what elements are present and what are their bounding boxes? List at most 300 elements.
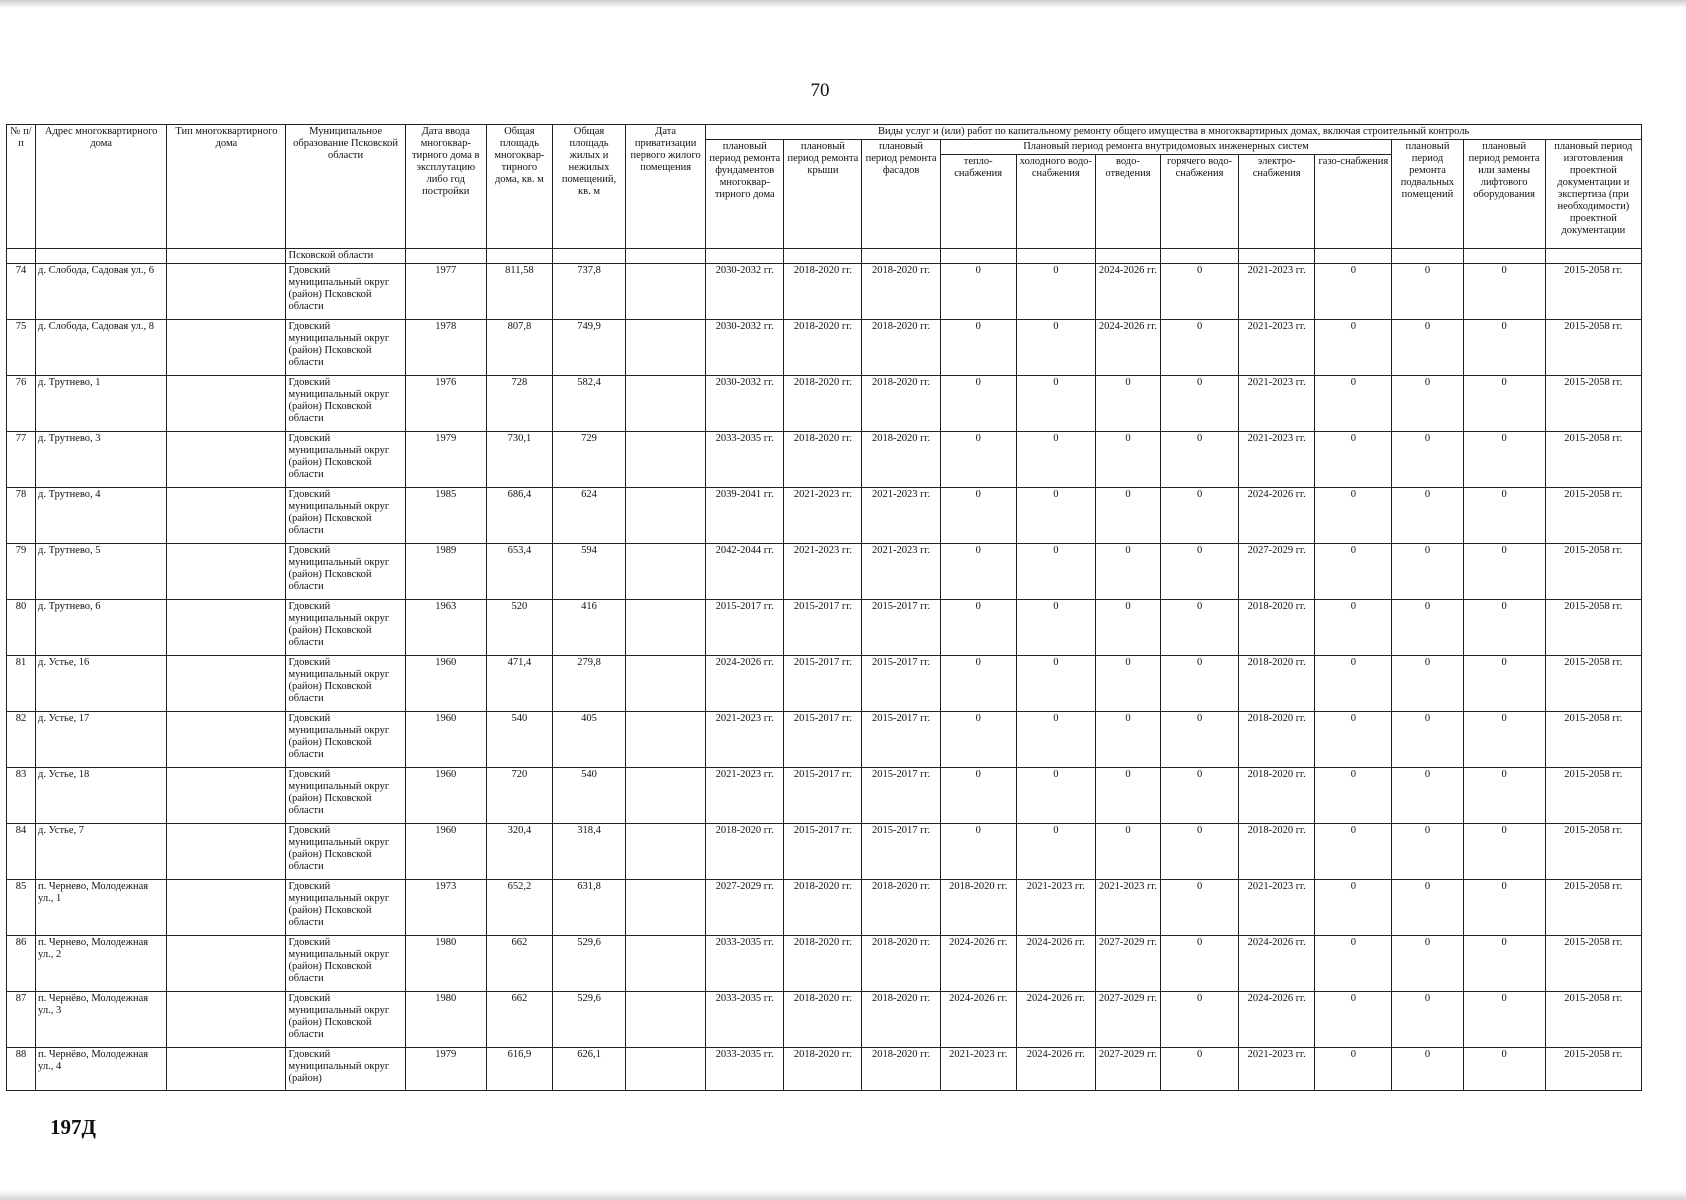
col-basement-header: плановый период ремонта подвальных помещений	[1392, 140, 1463, 249]
living-area-cell: 737,8	[552, 264, 625, 320]
commission-year-cell: 1973	[405, 880, 486, 936]
municipality-cell: Гдовский муниципальный округ (район) Псковской области	[286, 264, 405, 320]
facade-period-cell: 2018-2020 гг.	[862, 320, 940, 376]
roof-period-cell: 2018-2020 гг.	[784, 1048, 862, 1091]
address-cell: д. Устье, 16	[36, 656, 167, 712]
foundation-period-cell: 2027-2029 гг.	[706, 880, 784, 936]
electric-supply-cell: 2021-2023 гг.	[1239, 880, 1315, 936]
row-number: 84	[7, 824, 36, 880]
roof-period-cell: 2018-2020 гг.	[784, 992, 862, 1048]
foundation-period-cell: 2039-2041 гг.	[706, 488, 784, 544]
elevator-period-cell: 0	[1463, 712, 1545, 768]
basement-period-cell: 0	[1392, 320, 1463, 376]
foundation-period-cell: 2021-2023 гг.	[706, 768, 784, 824]
col-cold-water-header: холодного водо-снабжения	[1016, 155, 1095, 249]
sewer-cell: 0	[1095, 656, 1160, 712]
cold-water-cell: 2024-2026 гг.	[1016, 1048, 1095, 1091]
design-docs-period-cell: 2015-2058 гг.	[1545, 320, 1641, 376]
sewer-cell: 2024-2026 гг.	[1095, 320, 1160, 376]
elevator-period-cell: 0	[1463, 768, 1545, 824]
sewer-cell: 2027-2029 гг.	[1095, 1048, 1160, 1091]
hot-water-cell: 0	[1161, 712, 1239, 768]
design-docs-period-cell: 2015-2058 гг.	[1545, 880, 1641, 936]
roof-period-cell: 2015-2017 гг.	[784, 712, 862, 768]
total-area-cell: 720	[486, 768, 552, 824]
table-row	[7, 880, 1642, 936]
sewer-cell: 0	[1095, 432, 1160, 488]
table-row	[7, 936, 1642, 992]
commission-year-cell: 1980	[405, 936, 486, 992]
municipality-cell: Гдовский муниципальный округ (район) Псковской области	[286, 600, 405, 656]
address-cell: п. Чернево, Молодежная ул., 2	[36, 936, 167, 992]
header-row-1	[7, 125, 1642, 140]
foundation-period-cell: 2033-2035 гг.	[706, 432, 784, 488]
elevator-period-cell: 0	[1463, 488, 1545, 544]
commission-year-cell: 1963	[405, 600, 486, 656]
house-type-cell	[167, 880, 286, 936]
facade-period-cell: 2018-2020 гг.	[862, 936, 940, 992]
elevator-period-cell: 0	[1463, 656, 1545, 712]
col-type-header: Тип многоквартирного дома	[167, 125, 286, 249]
table-row	[7, 600, 1642, 656]
table-row	[7, 712, 1642, 768]
hot-water-cell: 0	[1161, 600, 1239, 656]
electric-supply-cell: 2018-2020 гг.	[1239, 768, 1315, 824]
foundation-period-cell: 2024-2026 гг.	[706, 656, 784, 712]
electric-supply-cell: 2021-2023 гг.	[1239, 1048, 1315, 1091]
heat-supply-cell: 2018-2020 гг.	[940, 880, 1016, 936]
privatization-cell	[626, 320, 706, 376]
privatization-cell	[626, 432, 706, 488]
electric-supply-cell: 2021-2023 гг.	[1239, 376, 1315, 432]
house-type-cell	[167, 768, 286, 824]
sewer-cell: 0	[1095, 488, 1160, 544]
house-type-cell	[167, 600, 286, 656]
design-docs-period-cell: 2015-2058 гг.	[1545, 992, 1641, 1048]
gas-supply-cell: 0	[1315, 320, 1392, 376]
col-hot-water-header: горячего водо-снабжения	[1161, 155, 1239, 249]
privatization-cell	[626, 544, 706, 600]
hot-water-cell: 0	[1161, 544, 1239, 600]
row-number: 75	[7, 320, 36, 376]
hot-water-cell: 0	[1161, 488, 1239, 544]
total-area-cell: 728	[486, 376, 552, 432]
privatization-cell	[626, 1048, 706, 1091]
cold-water-cell: 0	[1016, 376, 1095, 432]
commission-year-cell: 1980	[405, 992, 486, 1048]
table-row	[7, 264, 1642, 320]
capital-repair-table	[6, 124, 1642, 1091]
design-docs-period-cell: 2015-2058 гг.	[1545, 544, 1641, 600]
municipality-cell: Гдовский муниципальный округ (район) Псковской области	[286, 824, 405, 880]
total-area-cell: 471,4	[486, 656, 552, 712]
row-number: 85	[7, 880, 36, 936]
basement-period-cell: 0	[1392, 880, 1463, 936]
table-row	[7, 320, 1642, 376]
house-type-cell	[167, 712, 286, 768]
electric-supply-cell: 2021-2023 гг.	[1239, 264, 1315, 320]
commission-year-cell: 1989	[405, 544, 486, 600]
facade-period-cell: 2021-2023 гг.	[862, 488, 940, 544]
cold-water-cell: 0	[1016, 600, 1095, 656]
elevator-period-cell: 0	[1463, 376, 1545, 432]
basement-period-cell: 0	[1392, 432, 1463, 488]
foundation-period-cell: 2033-2035 гг.	[706, 992, 784, 1048]
design-docs-period-cell: 2015-2058 гг.	[1545, 768, 1641, 824]
facade-period-cell: 2015-2017 гг.	[862, 656, 940, 712]
col-address-header: Адрес многоквартирного дома	[36, 125, 167, 249]
gas-supply-cell: 0	[1315, 656, 1392, 712]
facade-period-cell: 2018-2020 гг.	[862, 992, 940, 1048]
scan-edge-top	[0, 0, 1686, 8]
roof-period-cell: 2018-2020 гг.	[784, 376, 862, 432]
col-foundation-header: плановый период ремонта фундаментов многоквар-тирного дома	[706, 140, 784, 249]
foundation-period-cell: 2015-2017 гг.	[706, 600, 784, 656]
sewer-cell: 2027-2029 гг.	[1095, 936, 1160, 992]
cold-water-cell: 0	[1016, 544, 1095, 600]
facade-period-cell: 2021-2023 гг.	[862, 544, 940, 600]
sewer-cell: 2024-2026 гг.	[1095, 264, 1160, 320]
scan-edge-bottom	[0, 1190, 1686, 1200]
continuation-row	[7, 249, 1642, 264]
basement-period-cell: 0	[1392, 376, 1463, 432]
sewer-cell: 0	[1095, 544, 1160, 600]
heat-supply-cell: 0	[940, 320, 1016, 376]
address-cell: д. Устье, 18	[36, 768, 167, 824]
living-area-cell: 582,4	[552, 376, 625, 432]
roof-period-cell: 2018-2020 гг.	[784, 936, 862, 992]
roof-period-cell: 2021-2023 гг.	[784, 544, 862, 600]
heat-supply-cell: 2024-2026 гг.	[940, 992, 1016, 1048]
col-design-header: плановый период изготовления проектной документации и экспертиза (при необходимости) проектной документации	[1545, 140, 1641, 249]
basement-period-cell: 0	[1392, 600, 1463, 656]
total-area-cell: 520	[486, 600, 552, 656]
elevator-period-cell: 0	[1463, 544, 1545, 600]
total-area-cell: 807,8	[486, 320, 552, 376]
hot-water-cell: 0	[1161, 656, 1239, 712]
row-number: 77	[7, 432, 36, 488]
house-type-cell	[167, 1048, 286, 1091]
hot-water-cell: 0	[1161, 936, 1239, 992]
roof-period-cell: 2018-2020 гг.	[784, 880, 862, 936]
basement-period-cell: 0	[1392, 824, 1463, 880]
basement-period-cell: 0	[1392, 712, 1463, 768]
cold-water-cell: 2024-2026 гг.	[1016, 936, 1095, 992]
commission-year-cell: 1978	[405, 320, 486, 376]
municipality-cell: Гдовский муниципальный округ (район) Псковской области	[286, 712, 405, 768]
roof-period-cell: 2015-2017 гг.	[784, 768, 862, 824]
privatization-cell	[626, 824, 706, 880]
privatization-cell	[626, 600, 706, 656]
foundation-period-cell: 2030-2032 гг.	[706, 264, 784, 320]
address-cell: д. Трутнево, 1	[36, 376, 167, 432]
privatization-cell	[626, 712, 706, 768]
gas-supply-cell: 0	[1315, 376, 1392, 432]
house-type-cell	[167, 320, 286, 376]
row-number: 78	[7, 488, 36, 544]
foundation-period-cell: 2018-2020 гг.	[706, 824, 784, 880]
table-row	[7, 488, 1642, 544]
basement-period-cell: 0	[1392, 992, 1463, 1048]
col-municipality-header: Муниципальное образование Псковской области	[286, 125, 405, 249]
col-privatization-header: Дата приватизации первого жилого помещения	[626, 125, 706, 249]
col-electric-header: электро-снабжения	[1239, 155, 1315, 249]
electric-supply-cell: 2018-2020 гг.	[1239, 600, 1315, 656]
electric-supply-cell: 2018-2020 гг.	[1239, 656, 1315, 712]
facade-period-cell: 2015-2017 гг.	[862, 824, 940, 880]
row-number: 88	[7, 1048, 36, 1091]
foundation-period-cell: 2042-2044 гг.	[706, 544, 784, 600]
hot-water-cell: 0	[1161, 320, 1239, 376]
address-cell: д. Слобода, Садовая ул., 8	[36, 320, 167, 376]
municipality-cell: Гдовский муниципальный округ (район) Псковской области	[286, 992, 405, 1048]
basement-period-cell: 0	[1392, 264, 1463, 320]
foundation-period-cell: 2030-2032 гг.	[706, 376, 784, 432]
cold-water-cell: 0	[1016, 432, 1095, 488]
house-type-cell	[167, 376, 286, 432]
design-docs-period-cell: 2015-2058 гг.	[1545, 600, 1641, 656]
municipality-cell: Гдовский муниципальный округ (район) Псковской области	[286, 768, 405, 824]
design-docs-period-cell: 2015-2058 гг.	[1545, 936, 1641, 992]
table-row	[7, 544, 1642, 600]
elevator-period-cell: 0	[1463, 320, 1545, 376]
design-docs-period-cell: 2015-2058 гг.	[1545, 264, 1641, 320]
electric-supply-cell: 2018-2020 гг.	[1239, 824, 1315, 880]
table-body	[7, 249, 1642, 1091]
roof-period-cell: 2018-2020 гг.	[784, 320, 862, 376]
heat-supply-cell: 0	[940, 544, 1016, 600]
privatization-cell	[626, 376, 706, 432]
heat-supply-cell: 0	[940, 376, 1016, 432]
commission-year-cell: 1979	[405, 432, 486, 488]
electric-supply-cell: 2021-2023 гг.	[1239, 432, 1315, 488]
elevator-period-cell: 0	[1463, 1048, 1545, 1091]
row-number: 74	[7, 264, 36, 320]
facade-period-cell: 2018-2020 гг.	[862, 376, 940, 432]
municipality-cell: Гдовский муниципальный округ (район)	[286, 1048, 405, 1091]
hot-water-cell: 0	[1161, 376, 1239, 432]
hot-water-cell: 0	[1161, 264, 1239, 320]
col-elevator-header: плановый период ремонта или замены лифтового оборудования	[1463, 140, 1545, 249]
privatization-cell	[626, 992, 706, 1048]
total-area-cell: 811,58	[486, 264, 552, 320]
gas-supply-cell: 0	[1315, 544, 1392, 600]
works-group-header: Виды услуг и (или) работ по капитальному ремонту общего имущества в многоквартирных домах, включая строительный контроль	[706, 125, 1642, 140]
roof-period-cell: 2021-2023 гг.	[784, 488, 862, 544]
total-area-cell: 686,4	[486, 488, 552, 544]
sewer-cell: 0	[1095, 376, 1160, 432]
heat-supply-cell: 0	[940, 768, 1016, 824]
address-cell: п. Чернёво, Молодежная ул., 3	[36, 992, 167, 1048]
col-facade-header: плановый период ремонта фасадов	[862, 140, 940, 249]
design-docs-period-cell: 2015-2058 гг.	[1545, 1048, 1641, 1091]
heat-supply-cell: 0	[940, 264, 1016, 320]
commission-year-cell: 1979	[405, 1048, 486, 1091]
facade-period-cell: 2018-2020 гг.	[862, 264, 940, 320]
municipality-cell: Гдовский муниципальный округ (район) Псковской области	[286, 432, 405, 488]
privatization-cell	[626, 880, 706, 936]
municipality-cell: Гдовский муниципальный округ (район) Псковской области	[286, 880, 405, 936]
cold-water-cell: 0	[1016, 320, 1095, 376]
living-area-cell: 318,4	[552, 824, 625, 880]
privatization-cell	[626, 656, 706, 712]
foundation-period-cell: 2021-2023 гг.	[706, 712, 784, 768]
living-area-cell: 624	[552, 488, 625, 544]
house-type-cell	[167, 432, 286, 488]
commission-year-cell: 1960	[405, 712, 486, 768]
facade-period-cell: 2018-2020 гг.	[862, 1048, 940, 1091]
gas-supply-cell: 0	[1315, 432, 1392, 488]
row-number: 82	[7, 712, 36, 768]
hot-water-cell: 0	[1161, 1048, 1239, 1091]
electric-supply-cell: 2027-2029 гг.	[1239, 544, 1315, 600]
sewer-cell: 0	[1095, 768, 1160, 824]
table-row	[7, 768, 1642, 824]
living-area-cell: 594	[552, 544, 625, 600]
basement-period-cell: 0	[1392, 544, 1463, 600]
foundation-period-cell: 2033-2035 гг.	[706, 936, 784, 992]
heat-supply-cell: 0	[940, 600, 1016, 656]
design-docs-period-cell: 2015-2058 гг.	[1545, 656, 1641, 712]
electric-supply-cell: 2018-2020 гг.	[1239, 712, 1315, 768]
commission-year-cell: 1960	[405, 656, 486, 712]
col-heat-header: тепло-снабжения	[940, 155, 1016, 249]
total-area-cell: 616,9	[486, 1048, 552, 1091]
facade-period-cell: 2018-2020 гг.	[862, 432, 940, 488]
basement-period-cell: 0	[1392, 656, 1463, 712]
address-cell: д. Трутнево, 5	[36, 544, 167, 600]
table-row	[7, 824, 1642, 880]
hot-water-cell: 0	[1161, 768, 1239, 824]
hot-water-cell: 0	[1161, 880, 1239, 936]
cold-water-cell: 0	[1016, 824, 1095, 880]
col-total-area-header: Общая площадь многоквар-тирного дома, кв. м	[486, 125, 552, 249]
privatization-cell	[626, 488, 706, 544]
table-row	[7, 992, 1642, 1048]
col-roof-header: плановый период ремонта крыши	[784, 140, 862, 249]
living-area-cell: 405	[552, 712, 625, 768]
municipality-cell: Гдовский муниципальный округ (район) Псковской области	[286, 376, 405, 432]
hot-water-cell: 0	[1161, 992, 1239, 1048]
roof-period-cell: 2015-2017 гг.	[784, 824, 862, 880]
elevator-period-cell: 0	[1463, 600, 1545, 656]
address-cell: п. Чернево, Молодежная ул., 1	[36, 880, 167, 936]
basement-period-cell: 0	[1392, 768, 1463, 824]
cold-water-cell: 0	[1016, 768, 1095, 824]
row-number: 87	[7, 992, 36, 1048]
commission-year-cell: 1976	[405, 376, 486, 432]
total-area-cell: 662	[486, 992, 552, 1048]
heat-supply-cell: 0	[940, 824, 1016, 880]
design-docs-period-cell: 2015-2058 гг.	[1545, 712, 1641, 768]
gas-supply-cell: 0	[1315, 880, 1392, 936]
design-docs-period-cell: 2015-2058 гг.	[1545, 376, 1641, 432]
house-type-cell	[167, 936, 286, 992]
commission-year-cell: 1960	[405, 768, 486, 824]
row-number: 83	[7, 768, 36, 824]
row-number: 79	[7, 544, 36, 600]
electric-supply-cell: 2024-2026 гг.	[1239, 488, 1315, 544]
commission-year-cell: 1977	[405, 264, 486, 320]
basement-period-cell: 0	[1392, 488, 1463, 544]
facade-period-cell: 2015-2017 гг.	[862, 600, 940, 656]
commission-year-cell: 1985	[405, 488, 486, 544]
living-area-cell: 626,1	[552, 1048, 625, 1091]
design-docs-period-cell: 2015-2058 гг.	[1545, 824, 1641, 880]
total-area-cell: 653,4	[486, 544, 552, 600]
elevator-period-cell: 0	[1463, 936, 1545, 992]
privatization-cell	[626, 936, 706, 992]
table-row	[7, 1048, 1642, 1091]
total-area-cell: 652,2	[486, 880, 552, 936]
privatization-cell	[626, 264, 706, 320]
col-commission-header: Дата ввода многоквар-тирного дома в эксплутацию либо год постройки	[405, 125, 486, 249]
basement-period-cell: 0	[1392, 1048, 1463, 1091]
address-cell: п. Чернёво, Молодежная ул., 4	[36, 1048, 167, 1091]
living-area-cell: 729	[552, 432, 625, 488]
design-docs-period-cell: 2015-2058 гг.	[1545, 432, 1641, 488]
row-number: 76	[7, 376, 36, 432]
house-type-cell	[167, 488, 286, 544]
row-number: 86	[7, 936, 36, 992]
gas-supply-cell: 0	[1315, 824, 1392, 880]
gas-supply-cell: 0	[1315, 1048, 1392, 1091]
gas-supply-cell: 0	[1315, 488, 1392, 544]
elevator-period-cell: 0	[1463, 432, 1545, 488]
basement-period-cell: 0	[1392, 936, 1463, 992]
gas-supply-cell: 0	[1315, 712, 1392, 768]
col-num-header: № п/п	[7, 125, 36, 249]
roof-period-cell: 2015-2017 гг.	[784, 656, 862, 712]
gas-supply-cell: 0	[1315, 264, 1392, 320]
roof-period-cell: 2015-2017 гг.	[784, 600, 862, 656]
cold-water-cell: 0	[1016, 488, 1095, 544]
facade-period-cell: 2018-2020 гг.	[862, 880, 940, 936]
total-area-cell: 662	[486, 936, 552, 992]
col-gas-header: газо-снабжения	[1315, 155, 1392, 249]
house-type-cell	[167, 992, 286, 1048]
heat-supply-cell: 2024-2026 гг.	[940, 936, 1016, 992]
sewer-cell: 2021-2023 гг.	[1095, 880, 1160, 936]
sewer-cell: 0	[1095, 600, 1160, 656]
continuation-text: Псковской области	[286, 249, 405, 264]
electric-supply-cell: 2024-2026 гг.	[1239, 992, 1315, 1048]
living-area-cell: 279,8	[552, 656, 625, 712]
facade-period-cell: 2015-2017 гг.	[862, 768, 940, 824]
cold-water-cell: 0	[1016, 264, 1095, 320]
foundation-period-cell: 2030-2032 гг.	[706, 320, 784, 376]
document-code: 197Д	[50, 1115, 96, 1139]
address-cell: д. Устье, 17	[36, 712, 167, 768]
living-area-cell: 529,6	[552, 992, 625, 1048]
address-cell: д. Трутнево, 4	[36, 488, 167, 544]
address-cell: д. Устье, 7	[36, 824, 167, 880]
municipality-cell: Гдовский муниципальный округ (район) Псковской области	[286, 320, 405, 376]
heat-supply-cell: 2021-2023 гг.	[940, 1048, 1016, 1091]
commission-year-cell: 1960	[405, 824, 486, 880]
cold-water-cell: 0	[1016, 656, 1095, 712]
living-area-cell: 529,6	[552, 936, 625, 992]
living-area-cell: 540	[552, 768, 625, 824]
design-docs-period-cell: 2015-2058 гг.	[1545, 488, 1641, 544]
sewer-cell: 0	[1095, 824, 1160, 880]
heat-supply-cell: 0	[940, 488, 1016, 544]
living-area-cell: 749,9	[552, 320, 625, 376]
table-row	[7, 376, 1642, 432]
hot-water-cell: 0	[1161, 432, 1239, 488]
total-area-cell: 730,1	[486, 432, 552, 488]
heat-supply-cell: 0	[940, 432, 1016, 488]
